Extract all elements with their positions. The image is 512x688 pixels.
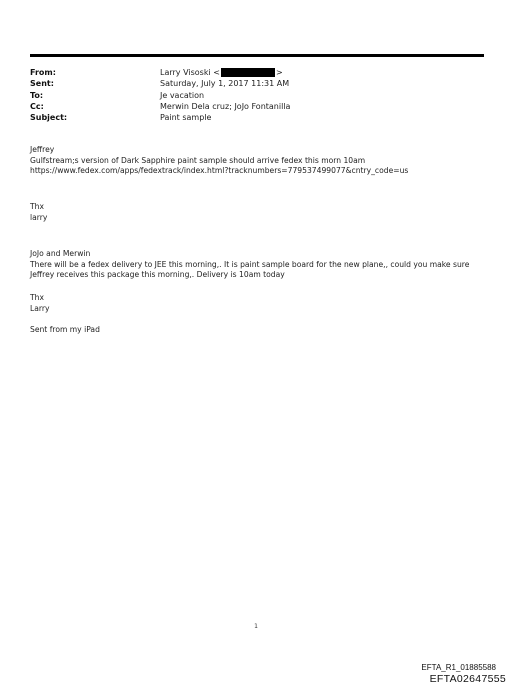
- closing-thx-1: Thx: [30, 202, 44, 211]
- email-header: [30, 67, 470, 123]
- bates-stamp-r1: EFTA_R1_01885588: [421, 663, 496, 672]
- greeting-jojo-merwin: JoJo and Merwin: [30, 249, 91, 258]
- message-body-1: [30, 145, 490, 177]
- sent-from-line: [30, 325, 490, 336]
- header-rule: [30, 54, 484, 57]
- message1-line1: Gulfstream;s version of Dark Sapphire paint sample should arrive fedex this morn 10am: [30, 155, 366, 165]
- redaction-block: [221, 68, 275, 77]
- closing-thx-2: Thx: [30, 293, 44, 302]
- message2-line1: There will be a fedex delivery to JEE this morning,. It is paint sample board for the new plane,, could you make sure: [30, 259, 470, 269]
- signoff-2: [30, 293, 490, 314]
- signoff-1: [30, 202, 490, 223]
- sent-from-ipad: Sent from my iPad: [30, 325, 100, 334]
- subject-value: Paint sample: [160, 113, 212, 123]
- from-name: Larry Visoski <: [160, 68, 220, 78]
- to-label: To:: [30, 90, 44, 100]
- tracking-link[interactable]: https://www.fedex.com/apps/fedextrack/index.html?tracknumbers=779537499077&cntry_code=us: [30, 166, 409, 175]
- cc-label: Cc:: [30, 102, 44, 112]
- header-row-cc: [30, 101, 470, 112]
- cc-value: Merwin Dela cruz; JoJo Fontanilla: [160, 102, 291, 112]
- to-value: Je vacation: [160, 90, 205, 100]
- sent-value: Saturday, July 1, 2017 11:31 AM: [160, 79, 290, 89]
- subject-label: Subject:: [30, 113, 68, 123]
- from-label: From:: [30, 68, 56, 78]
- bates-stamp-efta: EFTA02647555: [429, 673, 506, 685]
- sent-label: Sent:: [30, 79, 54, 89]
- page-number: 1: [254, 623, 258, 630]
- greeting-jeffrey: Jeffrey: [30, 145, 55, 154]
- from-suffix: >: [275, 68, 283, 78]
- from-value: [160, 68, 283, 77]
- message-body-2: [30, 249, 490, 281]
- header-row-from: [30, 67, 470, 78]
- message2-line2: Jeffrey receives this package this morning,. Delivery is 10am today: [30, 270, 285, 279]
- header-row-to: [30, 90, 470, 101]
- signature-larry-2: Larry: [30, 303, 50, 313]
- signature-larry-1: larry: [30, 212, 48, 222]
- header-row-sent: [30, 78, 470, 89]
- header-row-subject: [30, 112, 470, 123]
